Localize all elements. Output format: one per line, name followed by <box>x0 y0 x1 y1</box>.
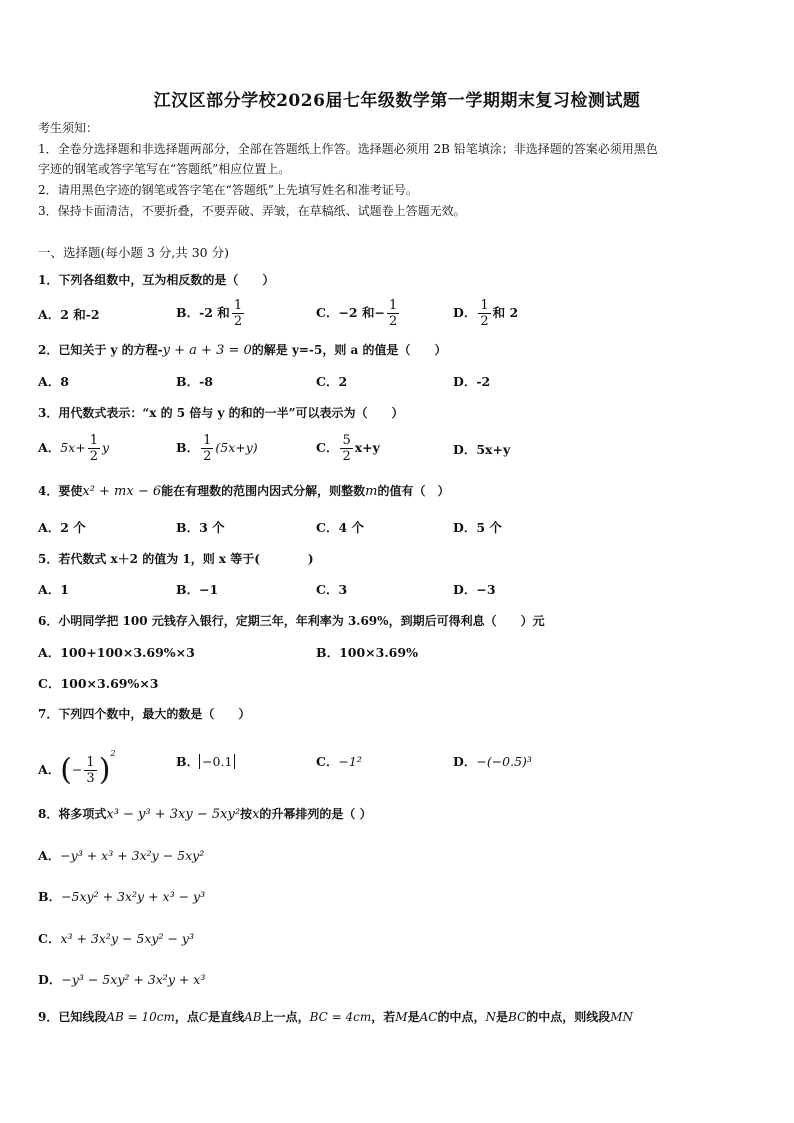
q7-option-d: D．−(−0.5)³ <box>453 754 532 769</box>
question-6-stem: 6．小明同学把 100 元钱存入银行，定期三年，年利率为 3.69%，到期后可得利息（ ）元 <box>38 614 545 628</box>
q2-option-c: C．2 <box>316 374 348 389</box>
q7-option-b: B． −0.1 <box>176 752 235 772</box>
q1-option-c: C．−2 和− $\frac{1}{2}$ <box>316 298 398 329</box>
q1-option-a: A．2 和-2 <box>38 307 100 322</box>
q4-option-a: A．2 个 <box>38 520 86 535</box>
q3-option-a: A．5x+ $\frac{1}{2}$ y <box>38 433 110 464</box>
question-5-stem: 5．若代数式 x＋2 的值为 1，则 x 等于( ) <box>38 552 314 566</box>
q8-option-a: A．−y³ + x³ + 3x²y − 5xy² <box>38 848 205 863</box>
q2-option-a: A．8 <box>38 374 69 389</box>
q7-option-c: C．−1² <box>316 754 362 769</box>
q7-option-a: A．(− $\frac{1}{3}$ )$^2$ <box>38 749 116 788</box>
q6-option-c: C．100×3.69%×3 <box>38 676 159 691</box>
section-heading: 一、选择题(每小题 3 分,共 30 分) <box>38 245 229 260</box>
q4-option-c: C．4 个 <box>316 520 364 535</box>
q1-option-d: D． $\frac{1}{2}$ 和 2 <box>453 298 519 329</box>
notice-line-1: 1．全卷分选择题和非选择题两部分，全部在答题纸上作答。选择题必须用 2B 铅笔填涂；非选择题的答案必须用黑色 <box>38 142 658 156</box>
q5-option-d: D．−3 <box>453 582 496 597</box>
notice-line-2: 字迹的钢笔或答字笔写在“答题纸”相应位置上。 <box>38 162 291 176</box>
q5-option-c: C．3 <box>316 582 348 597</box>
q3-option-c: C． $\frac{5}{2}$ x+y <box>316 433 380 464</box>
q1-option-b: B．-2 和 $\frac{1}{2}$ <box>176 298 243 329</box>
q4-option-b: B．3 个 <box>176 520 225 535</box>
q5-option-a: A．1 <box>38 582 69 597</box>
q8-option-b: B．−5xy² + 3x²y + x³ − y³ <box>38 889 206 904</box>
question-8-stem: 8．将多项式x³ − y³ + 3xy − 5xy²按x的升幂排列的是（ ） <box>38 807 372 822</box>
page-title: 江汉区部分学校2026届七年级数学第一学期期末复习检测试题 <box>153 91 641 111</box>
question-2-stem: 2．已知关于 y 的方程-y + a + 3 = 0的解是 y=-5，则 a 的值是（ ） <box>38 343 447 358</box>
q6-option-a: A．100+100×3.69%×3 <box>38 645 195 660</box>
notice-line-4: 3．保持卡面清洁，不要折叠，不要弄破、弄皱，在草稿纸、试题卷上答题无效。 <box>38 204 466 218</box>
q2-option-d: D．-2 <box>453 374 491 389</box>
question-7-stem: 7．下列四个数中，最大的数是（ ） <box>38 707 251 721</box>
q3-option-b: B． $\frac{1}{2}$ (5x+y) <box>176 433 258 464</box>
notice-line-3: 2．请用黑色字迹的钢笔或答字笔在“答题纸”上先填写姓名和准考证号。 <box>38 183 418 197</box>
q8-option-d: D．−y³ − 5xy² + 3x²y + x³ <box>38 972 206 987</box>
question-1-stem: 1．下列各组数中，互为相反数的是（ ） <box>38 273 275 287</box>
q5-option-b: B．−1 <box>176 582 219 597</box>
q6-option-b: B．100×3.69% <box>316 645 418 660</box>
notice-heading: 考生须知： <box>38 121 99 135</box>
question-3-stem: 3．用代数式表示：“x 的 5 倍与 y 的和的一半”可以表示为（ ） <box>38 406 404 420</box>
q4-option-d: D．5 个 <box>453 520 502 535</box>
question-9-stem: 9．已知线段AB = 10cm，点C是直线AB上一点，BC = 4cm，若M是AC的中点，N是BC的中点，则线段MN <box>38 1010 634 1024</box>
q2-option-b: B．-8 <box>176 374 213 389</box>
q3-option-d: D．5x+y <box>453 442 511 457</box>
question-4-stem: 4．要使x² + mx − 6能在有理数的范围内因式分解，则整数m的值有（ ） <box>38 484 450 499</box>
q8-option-c: C．x³ + 3x²y − 5xy² − y³ <box>38 931 194 946</box>
